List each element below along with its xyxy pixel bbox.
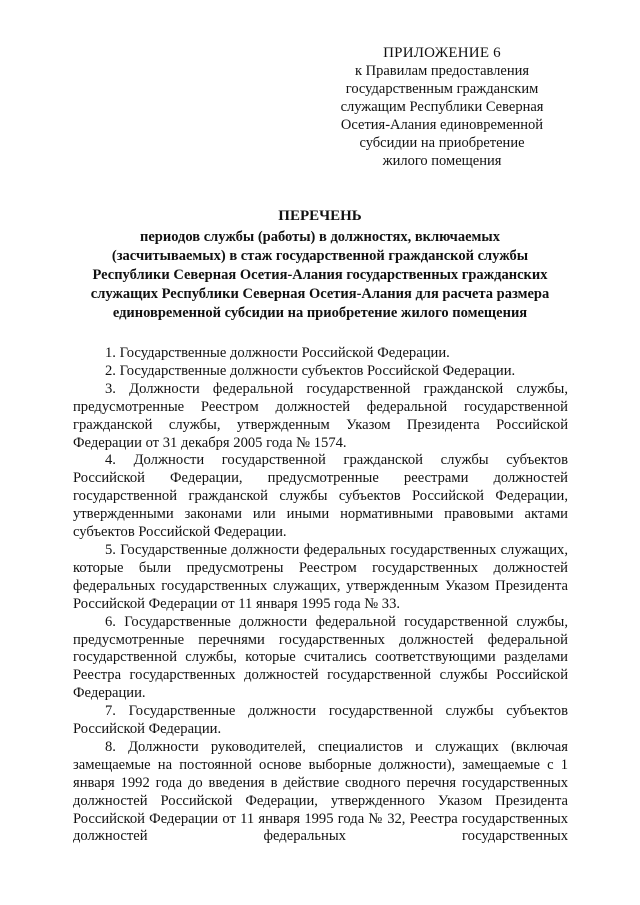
document-title <box>70 207 570 323</box>
appendix-heading: ПРИЛОЖЕНИЕ 6 <box>383 45 501 61</box>
list-item-7: 7. Государственные должности государственной службы субъектов Российской Федерации. <box>73 703 568 738</box>
title-line: Республики Северная Осетия-Алания государственных гражданских <box>92 267 548 283</box>
title-line: периодов службы (работы) в должностях, включаемых <box>139 229 500 245</box>
title-line: (засчитываемых) в стаж государственной гражданской службы <box>111 248 529 264</box>
title-line: единовременной субсидии на приобретение жилого помещения <box>112 305 528 321</box>
list-item-2: 2. Государственные должности субъектов Российской Федерации. <box>105 362 516 379</box>
appendix-line: субсидии на приобретение <box>359 135 525 151</box>
appendix-line: к Правилам предоставления <box>354 63 530 79</box>
appendix-line: Осетия-Алания единовременной <box>340 117 544 133</box>
list-item-4: 4. Должности государственной гражданской службы субъектов Российской Федерации, предусмотренные реестрами должностей государственной гражданской службы субъектов Российской Федерации, утвержденными законами или иными нормативными правовыми актами субъектов Российской Федерации. <box>73 452 568 541</box>
appendix-line: служащим Республики Северная <box>340 99 544 115</box>
appendix-line: государственным гражданским <box>345 81 539 97</box>
title-main: ПЕРЕЧЕНЬ <box>278 208 362 224</box>
list-item-6: 6. Государственные должности федеральной государственной службы, предусмотренные перечнями государственных должностей федеральной государственной службы, которые считались соответствующими разделами Реестра государственных должностей государственной службы Российской Федерации. <box>73 613 568 702</box>
list-item-1: 1. Государственные должности Российской Федерации. <box>105 345 450 361</box>
list-item-5: 5. Государственные должности федеральных государственных служащих, которые были предусмотрены Реестром государственных должностей федеральных государственных служащих, утвержденным Указом Президента Российской Федерации от 11 января 1995 года № 33. <box>73 541 568 612</box>
list-item-3: 3. Должности федеральной государственной гражданской службы, предусмотренные Реестром должностей федеральной государственной гражданской службы, утвержденным Указом Президента Российской Федерации от 31 декабря 2005 года № 1574. <box>73 380 568 451</box>
title-line: служащих Республики Северная Осетия-Алания для расчета размера <box>90 286 550 302</box>
appendix-header <box>312 44 572 170</box>
appendix-line: жилого помещения <box>382 153 502 169</box>
document-body <box>73 345 568 846</box>
list-item-8: 8. Должности руководителей, специалистов и служащих (включая замещаемые на постоянной основе выборные должности), замещаемые с 1 января 1992 года до введения в действие сводного перечня государственных должностей Российской Федерации, утвержденного Указом Президента Российской Федерации от 11 января 1995 года № 32, Реестра государственных должностей федеральных государственных <box>73 738 568 845</box>
